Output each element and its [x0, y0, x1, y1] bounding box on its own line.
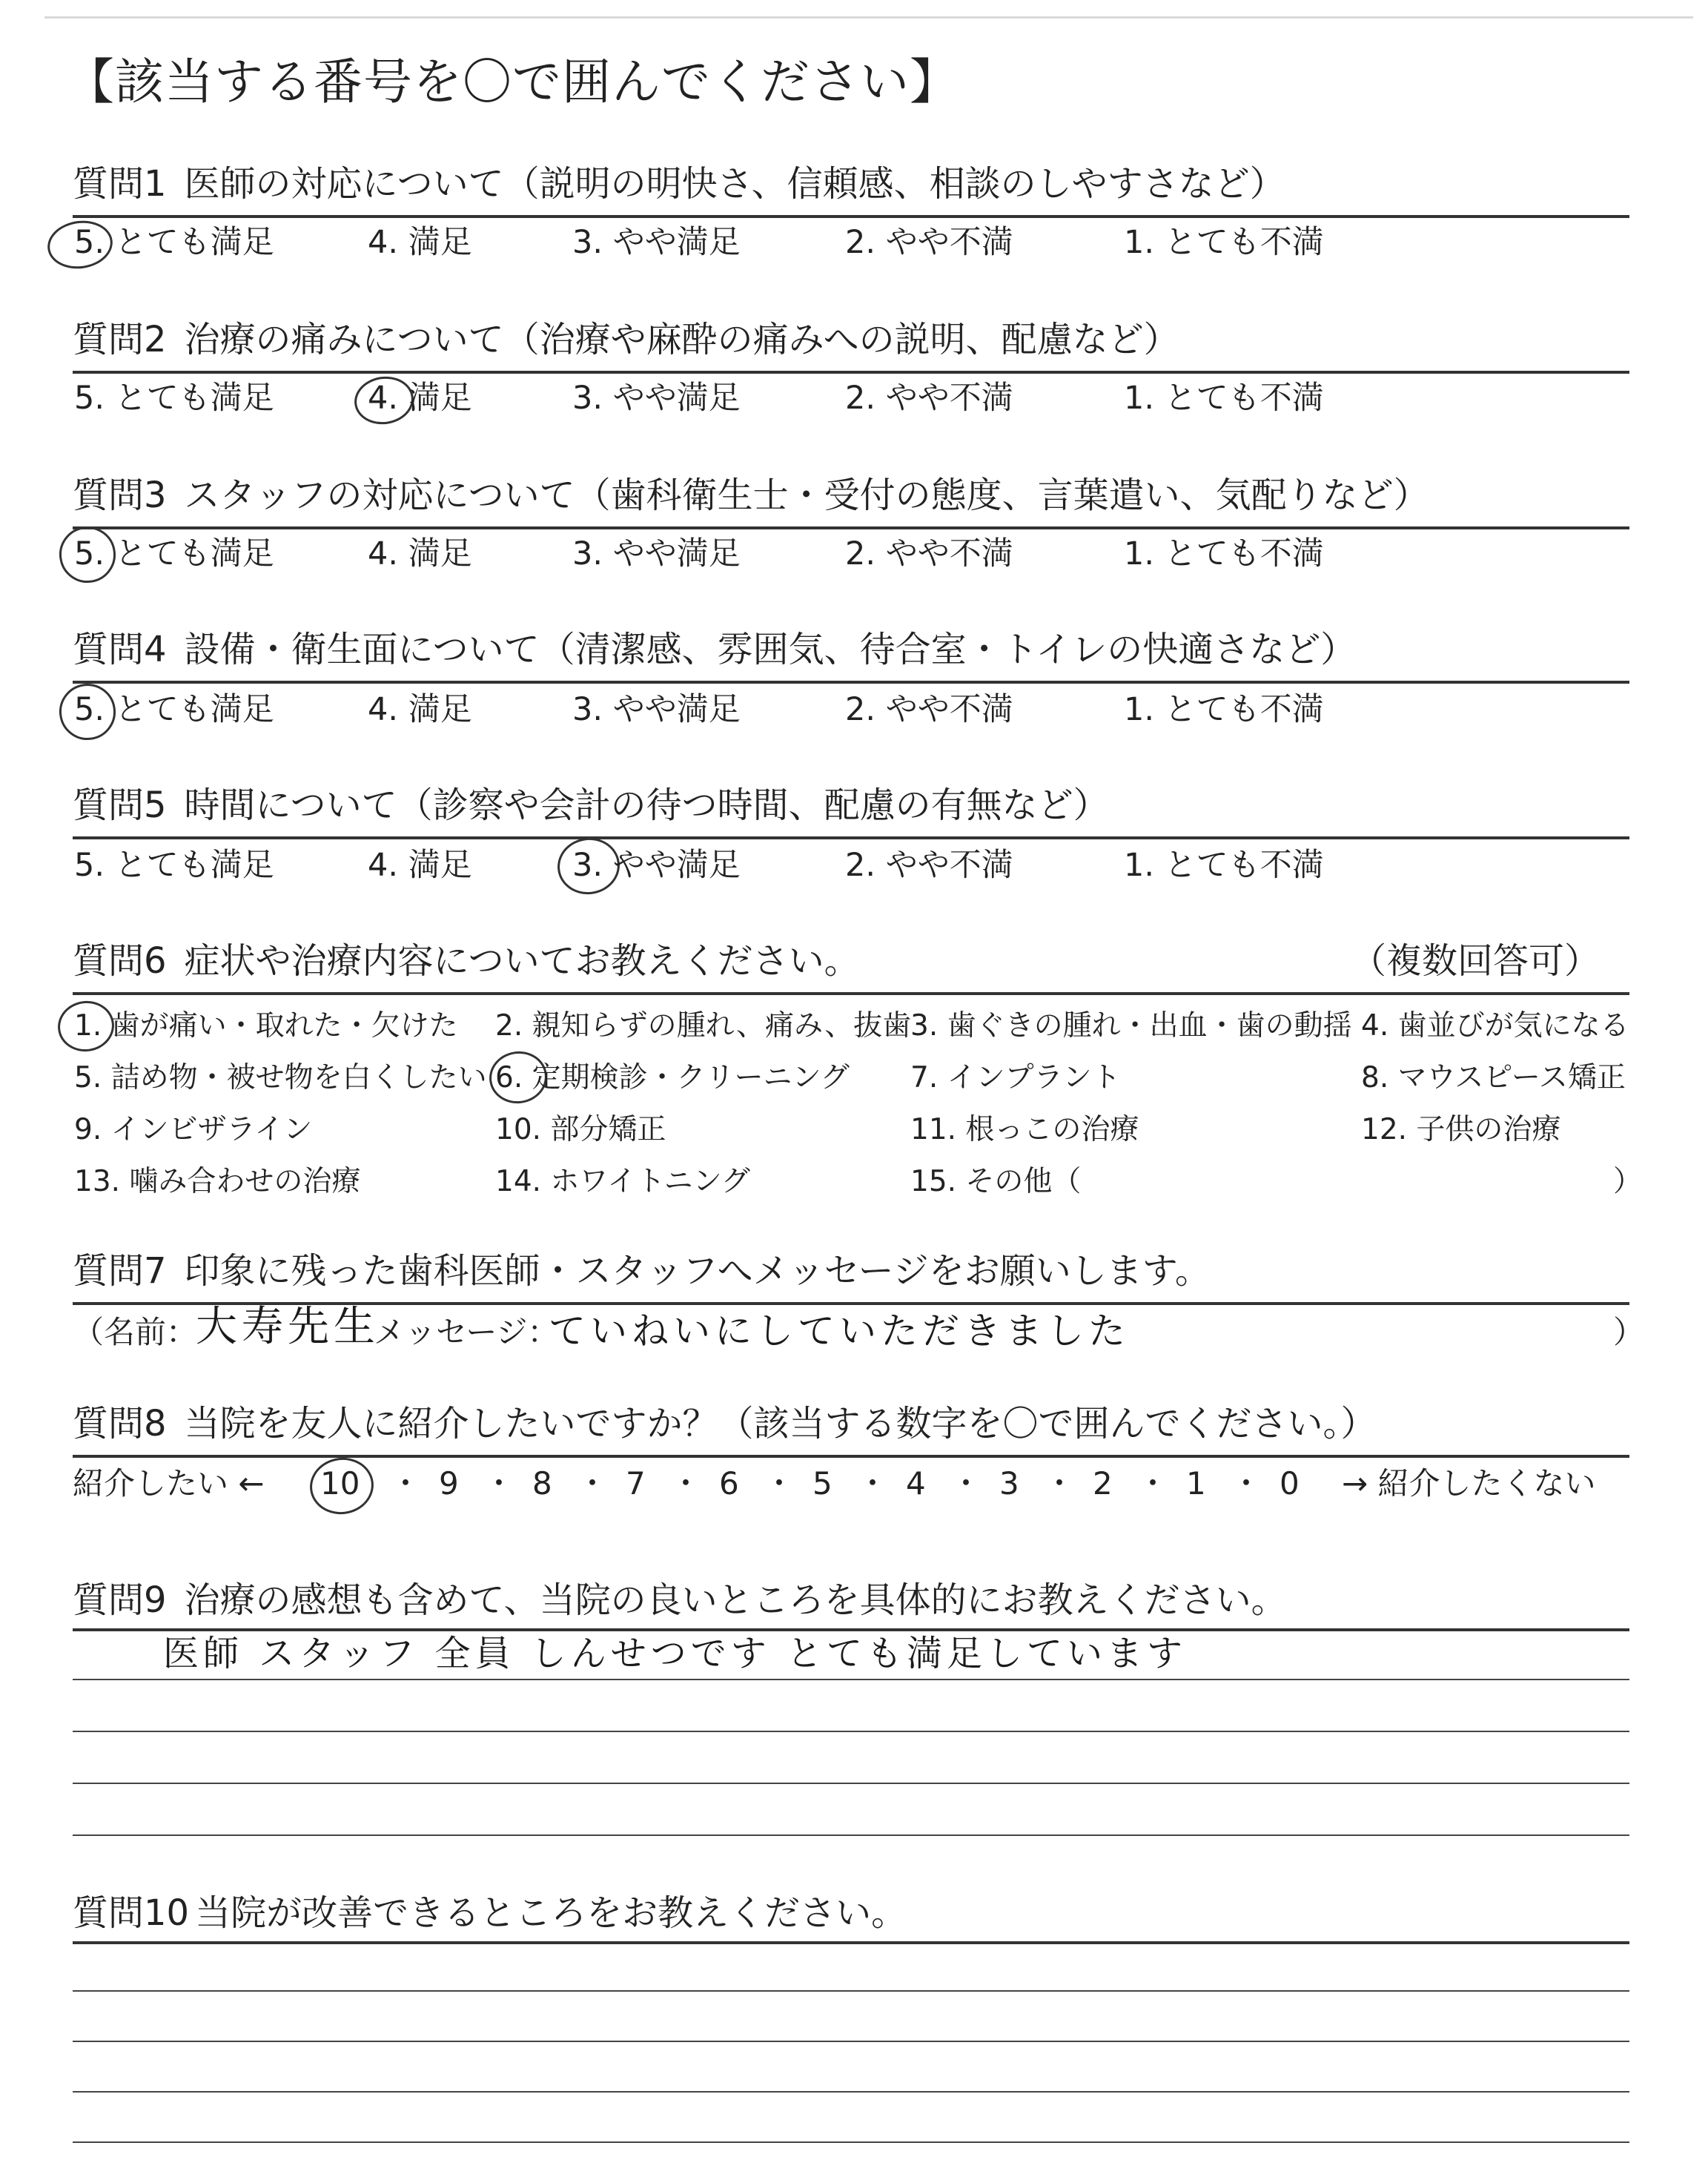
writing-line: [73, 2091, 1629, 2093]
q9-handwritten-answer[interactable]: 医師 スタッフ 全員 しんせつです とても満足しています: [163, 1633, 1188, 1674]
question-7-number: 質問7: [73, 1250, 167, 1292]
q2-option-1[interactable]: 1. とても不満: [1124, 380, 1324, 417]
question-8-rule: [73, 1455, 1629, 1458]
question-5: [73, 785, 1109, 826]
scale-separator: ・: [1044, 1465, 1076, 1502]
q2-option-2[interactable]: 2. やや不満: [845, 380, 1013, 417]
q5-option-4[interactable]: 4. 満足: [368, 847, 472, 884]
q6-option-10[interactable]: 10. 部分矯正: [495, 1113, 666, 1146]
scale-separator: ・: [577, 1465, 609, 1502]
question-2: [73, 319, 1179, 360]
question-7: [73, 1250, 1211, 1292]
writing-line: [73, 1679, 1629, 1680]
q6-option-15-close: ）: [1613, 1165, 1643, 1198]
q2-option-5[interactable]: 5. とても満足: [74, 380, 274, 417]
question-1-number: 質問1: [73, 163, 167, 205]
q3-option-1[interactable]: 1. とても不満: [1124, 535, 1324, 572]
q6-option-5[interactable]: 5. 詰め物・被せ物を白くしたい: [74, 1061, 487, 1094]
question-8: [73, 1403, 1377, 1444]
question-3-text: スタッフの対応について（歯科衛生士・受付の態度、言葉遣い、気配りなど）: [184, 475, 1429, 516]
q1-option-3[interactable]: 3. やや満足: [572, 224, 741, 261]
question-10-number: 質問10: [73, 1892, 190, 1934]
scale-separator: ・: [857, 1465, 889, 1502]
question-5-number: 質問5: [73, 785, 167, 826]
q4-option-4[interactable]: 4. 満足: [368, 691, 472, 728]
q2-option-3[interactable]: 3. やや満足: [572, 380, 741, 417]
writing-line: [73, 1731, 1629, 1732]
q5-option-1[interactable]: 1. とても不満: [1124, 847, 1324, 884]
name-handwritten[interactable]: 大寿先生: [196, 1303, 380, 1351]
scale-7[interactable]: 7: [626, 1465, 646, 1502]
scale-9[interactable]: 9: [439, 1465, 459, 1502]
question-3: [73, 475, 1429, 516]
question-5-text: 時間について（診察や会計の待つ時間、配慮の有無など）: [184, 785, 1109, 826]
multiple-answers-note: （複数回答可）: [1350, 940, 1600, 982]
question-9: [73, 1579, 1287, 1621]
writing-line: [73, 1783, 1629, 1784]
recommend-right-label: → 紹介したくない: [1342, 1465, 1596, 1502]
scale-8[interactable]: 8: [532, 1465, 552, 1502]
top-border: [44, 16, 1693, 19]
question-9-number: 質問9: [73, 1579, 167, 1621]
q4-option-2[interactable]: 2. やや不満: [845, 691, 1013, 728]
question-10-text: 当院が改善できるところをお教えください。: [195, 1892, 907, 1934]
recommend-left-label: 紹介したい ←: [73, 1465, 265, 1502]
q1-option-2[interactable]: 2. やや不満: [845, 224, 1013, 261]
question-10-rule: [73, 1941, 1629, 1944]
scale-separator: ・: [390, 1465, 422, 1502]
q6-option-12[interactable]: 12. 子供の治療: [1361, 1113, 1561, 1146]
writing-line: [73, 1990, 1629, 1992]
scale-separator: ・: [764, 1465, 795, 1502]
scale-separator: ・: [483, 1465, 515, 1502]
question-9-rule: [73, 1628, 1629, 1631]
q6-option-7[interactable]: 7. インプラント: [910, 1061, 1121, 1094]
q3-option-2[interactable]: 2. やや不満: [845, 535, 1013, 572]
message-label: メッセージ：: [374, 1314, 559, 1350]
q6-option-6[interactable]: 6. 定期検診・クリーニング: [495, 1061, 850, 1094]
q5-option-2[interactable]: 2. やや不満: [845, 847, 1013, 884]
name-label: （名前：: [73, 1314, 198, 1350]
question-4: [73, 629, 1357, 670]
message-close-paren: ）: [1613, 1314, 1645, 1350]
question-3-rule: [73, 526, 1629, 529]
question-7-text: 印象に残った歯科医師・スタッフへメッセージをお願いします。: [184, 1250, 1211, 1292]
question-9-text: 治療の感想も含めて、当院の良いところを具体的にお教えください。: [184, 1579, 1287, 1621]
q6-option-9[interactable]: 9. インビザライン: [74, 1113, 313, 1146]
scale-separator: ・: [1137, 1465, 1169, 1502]
page-title: 【該当する番号を〇で囲んでください】: [65, 53, 959, 110]
q6-option-1[interactable]: 1. 歯が痛い・取れた・欠けた: [74, 1009, 458, 1043]
question-5-rule: [73, 836, 1629, 839]
question-2-rule: [73, 371, 1629, 374]
q6-option-13[interactable]: 13. 噛み合わせの治療: [74, 1165, 361, 1198]
scale-separator: ・: [950, 1465, 982, 1502]
q3-option-4[interactable]: 4. 満足: [368, 535, 472, 572]
question-10: [73, 1892, 907, 1934]
q6-option-2[interactable]: 2. 親知らずの腫れ、痛み、抜歯: [495, 1009, 912, 1043]
writing-line: [73, 2041, 1629, 2042]
scale-5[interactable]: 5: [812, 1465, 833, 1502]
scale-4[interactable]: 4: [906, 1465, 926, 1502]
scale-6[interactable]: 6: [719, 1465, 739, 1502]
scale-separator: ・: [1231, 1465, 1262, 1502]
question-4-text: 設備・衛生面について（清潔感、雰囲気、待合室・トイレの快適さなど）: [184, 629, 1357, 670]
question-1-rule: [73, 215, 1629, 218]
q6-option-11[interactable]: 11. 根っこの治療: [910, 1113, 1139, 1146]
q1-option-5[interactable]: 5. とても満足: [74, 224, 274, 261]
question-3-number: 質問3: [73, 475, 167, 516]
q6-option-8[interactable]: 8. マウスピース矯正: [1361, 1061, 1626, 1094]
scale-0[interactable]: 0: [1280, 1465, 1300, 1502]
q6-option-3[interactable]: 3. 歯ぐきの腫れ・出血・歯の動揺: [910, 1009, 1352, 1043]
q4-option-3[interactable]: 3. やや満足: [572, 691, 741, 728]
scale-separator: ・: [670, 1465, 702, 1502]
message-handwritten[interactable]: ていねいにしていただきました: [549, 1309, 1130, 1353]
q6-option-15[interactable]: 15. その他（: [910, 1165, 1082, 1198]
writing-line: [73, 1834, 1629, 1836]
scale-10[interactable]: 10: [320, 1465, 360, 1502]
q6-option-4[interactable]: 4. 歯並びが気になる: [1361, 1009, 1629, 1043]
question-4-rule: [73, 681, 1629, 684]
q3-option-5[interactable]: 5. とても満足: [74, 535, 274, 572]
q6-option-14[interactable]: 14. ホワイトニング: [495, 1165, 750, 1198]
q4-option-1[interactable]: 1. とても不満: [1124, 691, 1324, 728]
question-2-text: 治療の痛みについて（治療や麻酔の痛みへの説明、配慮など）: [184, 319, 1179, 360]
q1-option-4[interactable]: 4. 満足: [368, 224, 472, 261]
scale-2[interactable]: 2: [1093, 1465, 1113, 1502]
q5-option-3[interactable]: 3. やや満足: [572, 847, 741, 884]
question-2-number: 質問2: [73, 319, 167, 360]
question-4-number: 質問4: [73, 629, 167, 670]
question-8-text: 当院を友人に紹介したいですか？（該当する数字を〇で囲んでください。）: [184, 1403, 1377, 1444]
question-6-number: 質問6: [73, 940, 167, 982]
question-1: [73, 163, 1285, 205]
question-6-rule: [73, 992, 1629, 995]
q2-option-4[interactable]: 4. 満足: [368, 380, 472, 417]
q4-option-5[interactable]: 5. とても満足: [74, 691, 274, 728]
q3-option-3[interactable]: 3. やや満足: [572, 535, 741, 572]
question-8-number: 質問8: [73, 1403, 167, 1444]
question-6-text: 症状や治療内容についてお教えください。: [184, 940, 860, 982]
question-6: [73, 940, 860, 982]
q1-option-1[interactable]: 1. とても不満: [1124, 224, 1324, 261]
question-1-text: 医師の対応について（説明の明快さ、信頼感、相談のしやすさなど）: [184, 163, 1285, 205]
writing-line: [73, 2141, 1629, 2143]
q5-option-5[interactable]: 5. とても満足: [74, 847, 274, 884]
scale-1[interactable]: 1: [1186, 1465, 1206, 1502]
scale-3[interactable]: 3: [999, 1465, 1019, 1502]
